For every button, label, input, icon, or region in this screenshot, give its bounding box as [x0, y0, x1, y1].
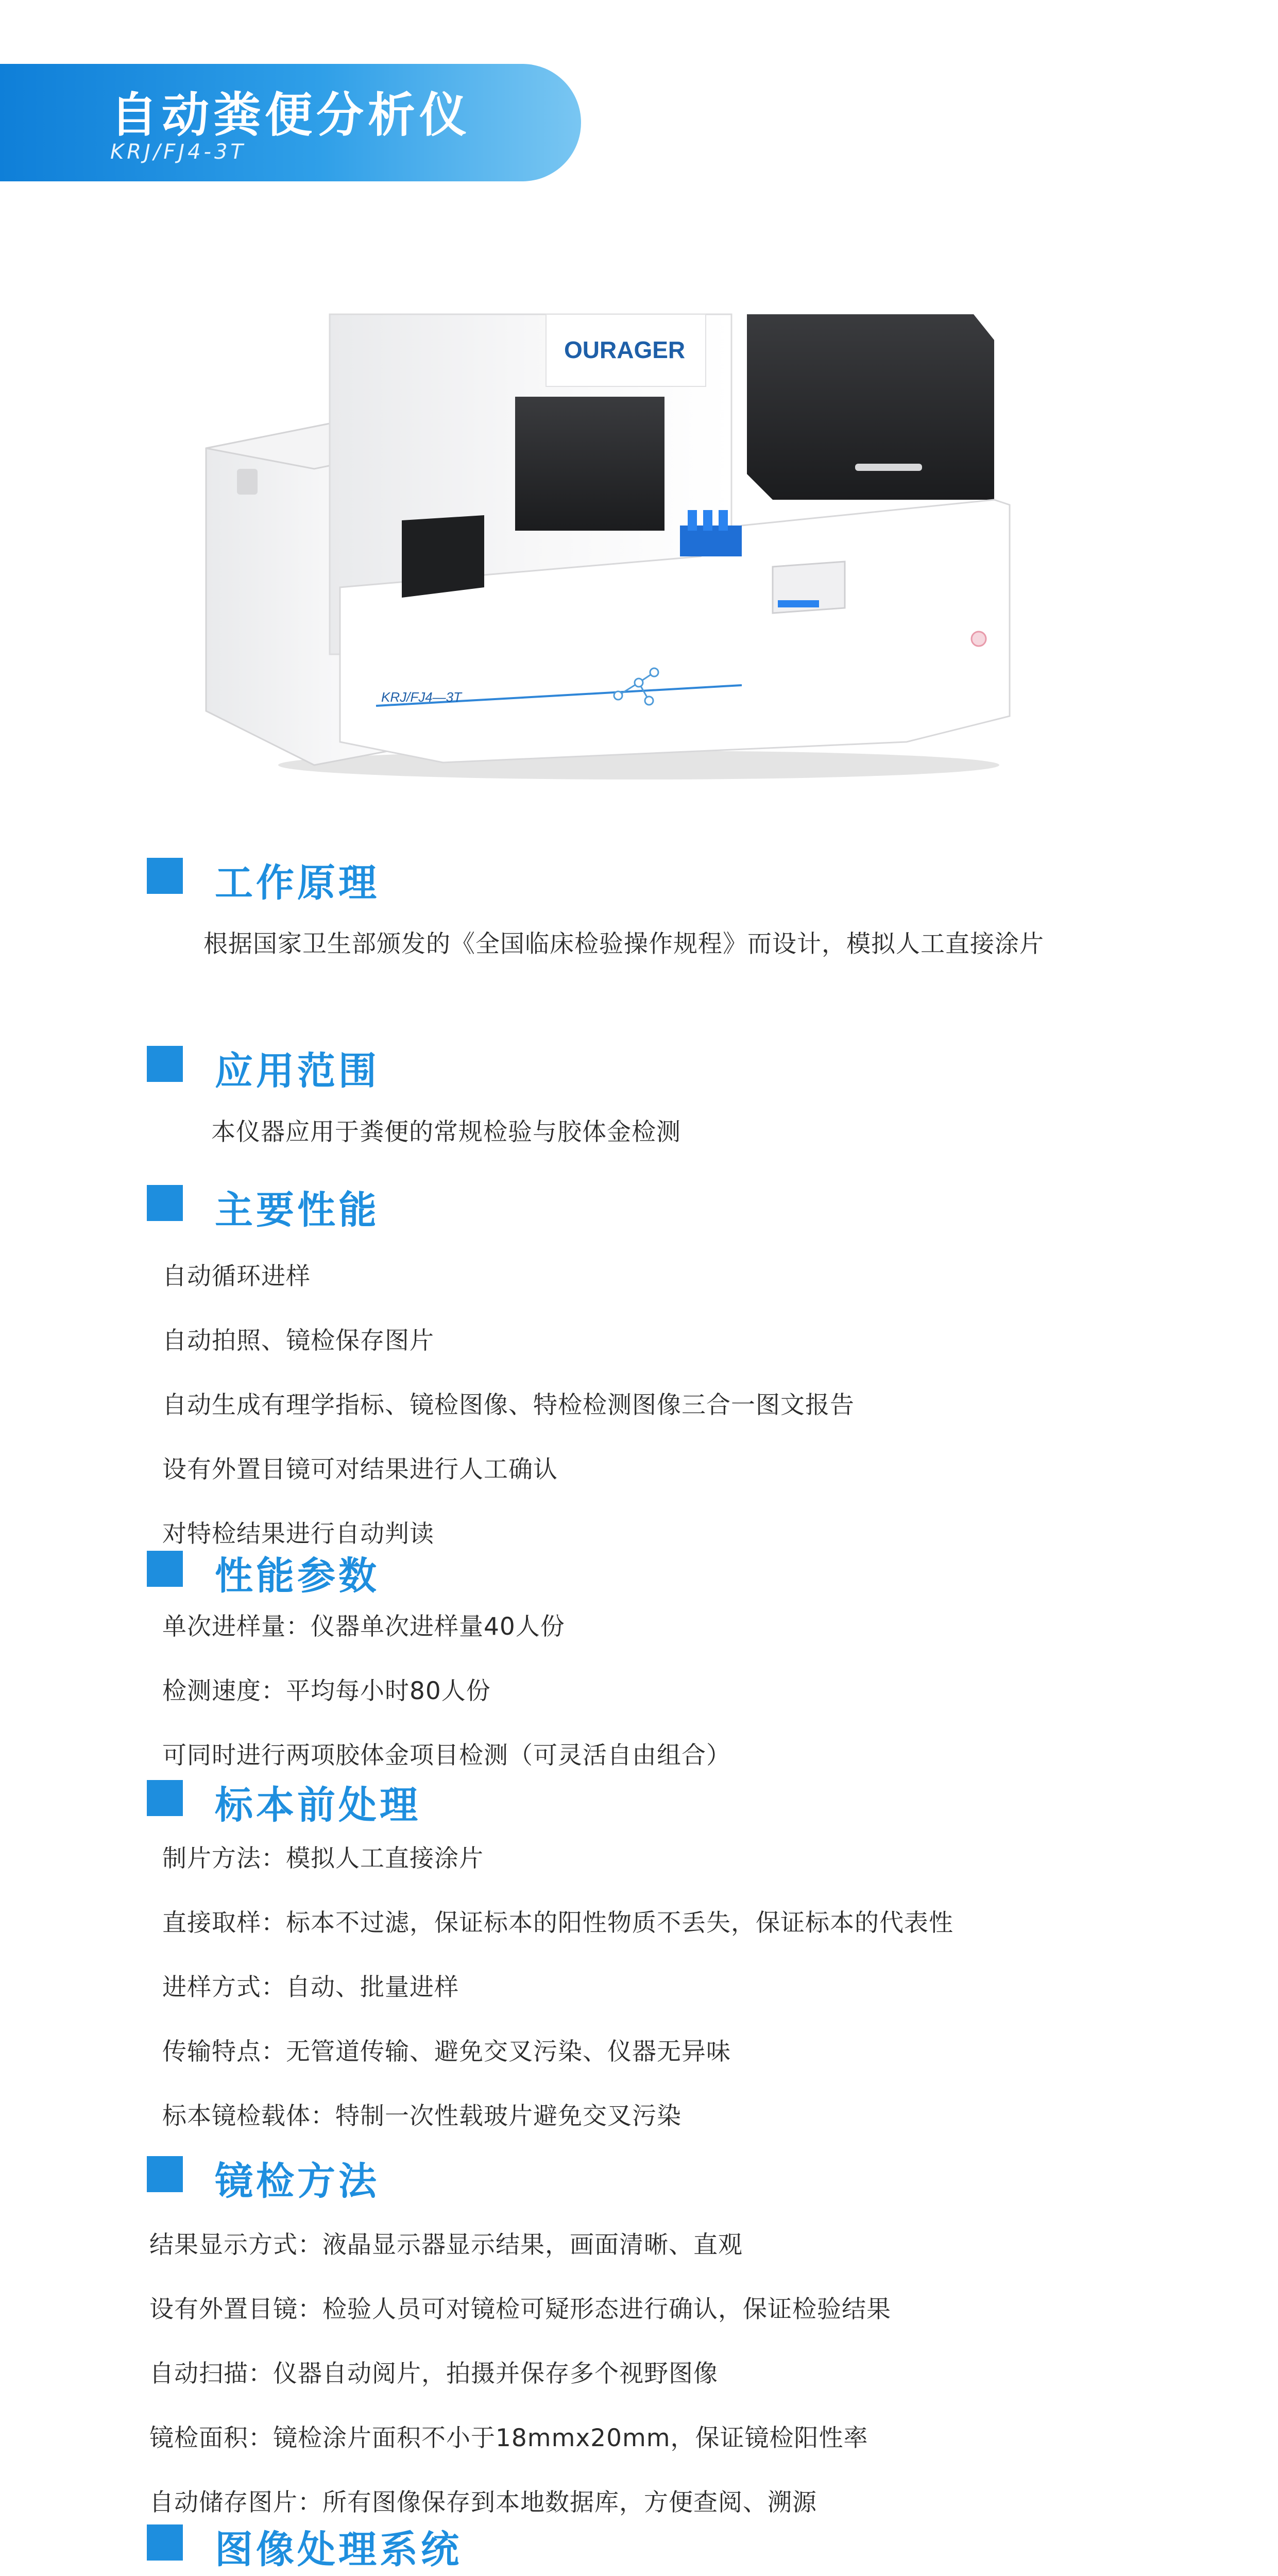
section-title: 标本前处理: [215, 1783, 421, 1827]
section-text: 标本镜检载体：特制一次性载玻片避免交叉污染: [162, 2102, 681, 2130]
section-square-icon: [147, 2524, 183, 2561]
section-square-icon: [147, 1046, 183, 1082]
section-text: 自动循环进样: [162, 1262, 311, 1291]
section-text: 本仪器应用于粪便的常规检验与胶体金检测: [211, 1118, 681, 1146]
section-text: 可同时进行两项胶体金项目检测（可灵活自由组合）: [162, 1741, 731, 1770]
section-text: 单次进样量：仪器单次进样量40人份: [162, 1613, 565, 1641]
brand-label: OURAGER: [564, 336, 686, 363]
section-text: 设有外置目镜：检验人员可对镜检可疑形态进行确认，保证检验结果: [149, 2295, 891, 2324]
section-square-icon: [147, 1551, 183, 1587]
page-title: 自动粪便分析仪: [110, 88, 471, 143]
section-text: 自动储存图片：所有图像保存到本地数据库，方便查阅、溯源: [149, 2488, 817, 2517]
section-text: 制片方法：模拟人工直接涂片: [162, 1844, 484, 1873]
section-title: 主要性能: [215, 1188, 380, 1232]
section-title: 镜检方法: [215, 2159, 380, 2204]
section-title: 应用范围: [215, 1049, 380, 1093]
section-square-icon: [147, 1780, 183, 1816]
section-square-icon: [147, 2156, 183, 2192]
section-text: 结果显示方式：液晶显示器显示结果，画面清晰、直观: [149, 2231, 743, 2259]
section-text: 直接取样：标本不过滤，保证标本的阳性物质不丢失，保证标本的代表性: [162, 1909, 953, 1937]
model-label: KRJ/FJ4—3T: [381, 689, 462, 705]
section-text: 根据国家卫生部颁发的《全国临床检验操作规程》而设计，模拟人工直接涂片: [203, 930, 1044, 958]
section-text: 自动拍照、镜检保存图片: [162, 1327, 434, 1355]
product-image: [185, 299, 1030, 783]
section-text: 进样方式：自动、批量进样: [162, 1973, 459, 2002]
section-square-icon: [147, 858, 183, 894]
section-text: 对特检结果进行自动判读: [162, 1520, 434, 1548]
section-title: 工作原理: [215, 861, 380, 905]
section-text: 镜检面积：镜检涂片面积不小于18mmx20mm，保证镜检阳性率: [149, 2424, 868, 2452]
section-text: 自动扫描：仪器自动阅片，拍摄并保存多个视野图像: [149, 2360, 718, 2388]
section-text: 设有外置目镜可对结果进行人工确认: [162, 1455, 558, 1484]
section-text: 传输特点：无管道传输、避免交叉污染、仪器无异味: [162, 2038, 731, 2066]
model-subtitle: KRJ/FJ4-3T: [110, 140, 246, 164]
section-title: 性能参数: [215, 1554, 380, 1598]
section-text: 自动生成有理学指标、镜检图像、特检检测图像三合一图文报告: [162, 1391, 855, 1419]
section-text: 检测速度：平均每小时80人份: [162, 1677, 491, 1705]
section-title: 图像处理系统: [215, 2528, 462, 2572]
section-square-icon: [147, 1185, 183, 1221]
